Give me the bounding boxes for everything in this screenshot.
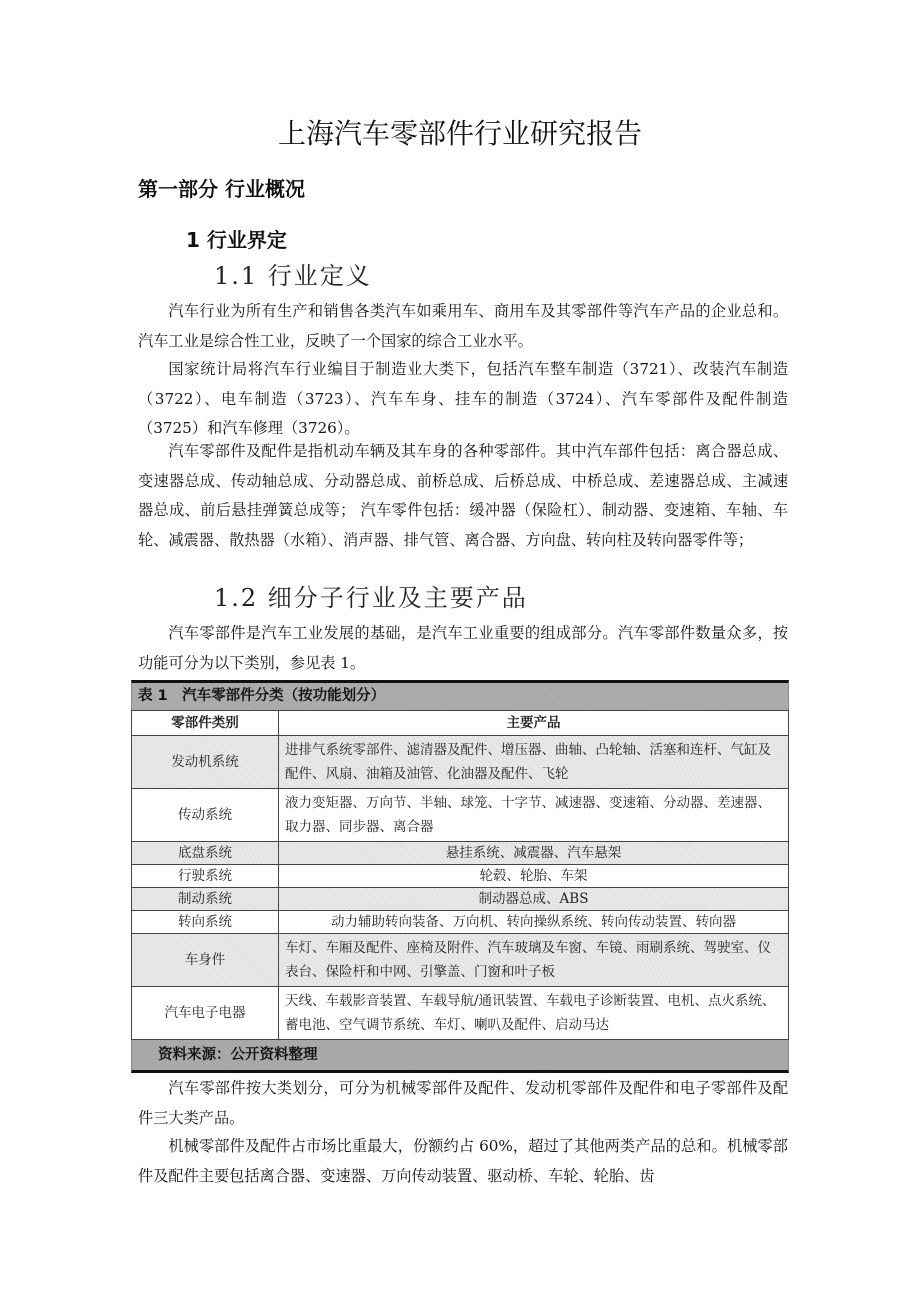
section-heading-1-1: 1.1 行业定义 [214,262,372,290]
products-cell: 轮毂、轮胎、车架 [279,865,789,888]
parts-classification-table [131,680,789,1073]
table-grid [131,710,789,1040]
table-row [132,888,789,911]
paragraph: 汽车行业为所有生产和销售各类汽车如乘用车、商用车及其零部件等汽车产品的企业总和。汽车工业是综合性工业，反映了一个国家的综合工业水平。 [138,302,788,350]
table-row [132,911,789,934]
paragraph: 国家统计局将汽车行业编目于制造业大类下，包括汽车整车制造（3721）、改装汽车制造（3722）、电车制造（3723）、汽车车身、挂车的制造（3724）、汽车零部件及配件制造（3725）和汽车修理（3726）。 [138,360,788,437]
products-cell: 天线、车载影音装置、车载导航/通讯装置、车载电子诊断装置、电机、点火系统、蓄电池、空气调节系统、车灯、喇叭及配件、启动马达 [279,987,789,1040]
products-cell: 车灯、车厢及配件、座椅及附件、汽车玻璃及车窗、车镜、雨刷系统、驾驶室、仪表台、保险杆和中网、引擎盖、门窗和叶子板 [279,934,789,987]
products-cell: 动力辅助转向装备、万向机、转向操纵系统、转向传动装置、转向器 [279,911,789,934]
category-cell: 发动机系统 [132,736,279,789]
part-heading: 第一部分 行业概况 [138,177,305,201]
table-row [132,987,789,1040]
section-heading-1-2: 1.2 细分子行业及主要产品 [214,584,528,612]
category-cell: 车身件 [132,934,279,987]
products-cell: 进排气系统零部件、滤清器及配件、增压器、曲轴、凸轮轴、活塞和连杆、气缸及配件、风扇、油箱及油管、化油器及配件、飞轮 [279,736,789,789]
category-cell: 转向系统 [132,911,279,934]
table-header-row [132,711,789,736]
column-header-products: 主要产品 [279,711,789,736]
table-row [132,736,789,789]
category-cell: 底盘系统 [132,842,279,865]
products-cell: 液力变矩器、万向节、半轴、球笼、十字节、减速器、变速箱、分动器、差速器、取力器、同步器、离合器 [279,789,789,842]
section-heading-1: 1 行业界定 [186,228,287,252]
table-row [132,842,789,865]
column-header-category: 零部件类别 [132,711,279,736]
table-source-note: 资料来源：公开资料整理 [131,1040,789,1073]
products-cell: 悬挂系统、减震器、汽车悬架 [279,842,789,865]
document-title: 上海汽车零部件行业研究报告 [277,117,642,150]
paragraph: 汽车零部件按大类划分，可分为机械零部件及配件、发动机零部件及配件和电子零部件及配件三大类产品。 [138,1079,788,1127]
table-caption: 表 1 汽车零部件分类（按功能划分） [131,680,789,710]
table-row [132,934,789,987]
category-cell: 行驶系统 [132,865,279,888]
table-row [132,789,789,842]
paragraph: 汽车零部件及配件是指机动车辆及其车身的各种零部件。其中汽车部件包括：离合器总成、变速器总成、传动轴总成、分动器总成、前桥总成、后桥总成、中桥总成、差速器总成、主减速器总成、前后悬挂弹簧总成等； 汽车零件包括：缓冲器（保险杠）、制动器、变速箱、车轴、车轮、减震器、散热器（水箱）、消声器、排气管、离合器、方向盘、转向柱及转向器零件等； [138,442,788,549]
category-cell: 汽车电子电器 [132,987,279,1040]
table-row [132,865,789,888]
category-cell: 传动系统 [132,789,279,842]
category-cell: 制动系统 [132,888,279,911]
products-cell: 制动器总成、ABS [279,888,789,911]
paragraph: 汽车零部件是汽车工业发展的基础，是汽车工业重要的组成部分。汽车零部件数量众多，按功能可分为以下类别，参见表 1。 [138,624,788,672]
paragraph: 机械零部件及配件占市场比重最大，份额约占 60%，超过了其他两类产品的总和。机械零部件及配件主要包括离合器、变速器、万向传动装置、驱动桥、车轮、轮胎、齿 [138,1137,788,1185]
